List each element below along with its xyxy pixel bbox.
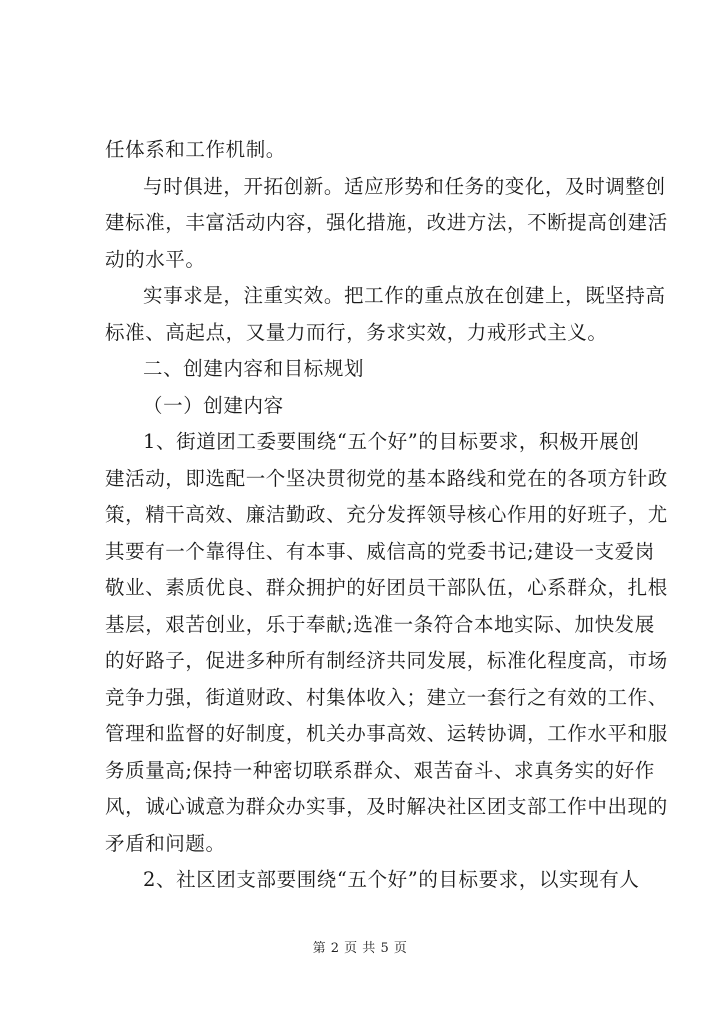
text-line: 敬业、素质优良、群众拥护的好团员干部队伍，心系群众，扎根: [105, 576, 668, 599]
text-line: 竞争力强，街道财政、村集体收入；建立一套行之有效的工作、: [105, 685, 668, 709]
text-line: 的好路子，促进多种所有制经济共同发展，标准化程度高，市场: [105, 649, 668, 672]
text-line: 标准、高起点，又量力而行，务求实效，力戒形式主义。: [105, 320, 608, 344]
text-line: 风，诚心诚意为群众办实事，及时解决社区团支部工作中出现的: [105, 795, 668, 818]
text-line: 与时俱进，开拓创新。适应形势和任务的变化，及时调整创: [143, 174, 666, 198]
text-line: 其要有一个靠得住、有本事、威信高的党委书记;建设一支爱岗: [105, 539, 655, 563]
text-line: 1、街道团工委要围绕“五个好”的目标要求，积极开展创: [143, 430, 640, 453]
text-line: 建活动，即选配一个坚决贯彻党的基本路线和党在的各项方针政: [105, 466, 668, 490]
text-line: 务质量高;保持一种密切联系群众、艰苦奋斗、求真务实的好作: [105, 758, 655, 782]
text-line: 建标准，丰富活动内容，强化措施，改进方法，不断提高创建活: [105, 211, 668, 234]
subsection-heading: （一）创建内容: [143, 393, 284, 417]
text-line: 实事求是，注重实效。把工作的重点放在创建上，既坚持高: [143, 284, 666, 307]
text-line: 任体系和工作机制。: [105, 138, 286, 161]
text-line: 管理和监督的好制度，机关办事高效、运转协调，工作水平和服: [105, 722, 668, 745]
text-line: 基层，艰苦创业，乐于奉献;选准一条符合本地实际、加快发展: [105, 612, 655, 636]
document-body: [105, 132, 668, 899]
section-heading: 二、创建内容和目标规划: [143, 357, 365, 380]
page-number-footer: 第 2 页 共 5 页: [312, 941, 408, 956]
text-line: 矛盾和问题。: [105, 831, 226, 855]
text-line: 2、社区团支部要围绕“五个好”的目标要求，以实现有人: [143, 868, 640, 891]
text-line: 动的水平。: [105, 247, 206, 271]
text-line: 策，精干高效、廉洁勤政、充分发挥领导核心作用的好班子，尤: [105, 503, 668, 526]
